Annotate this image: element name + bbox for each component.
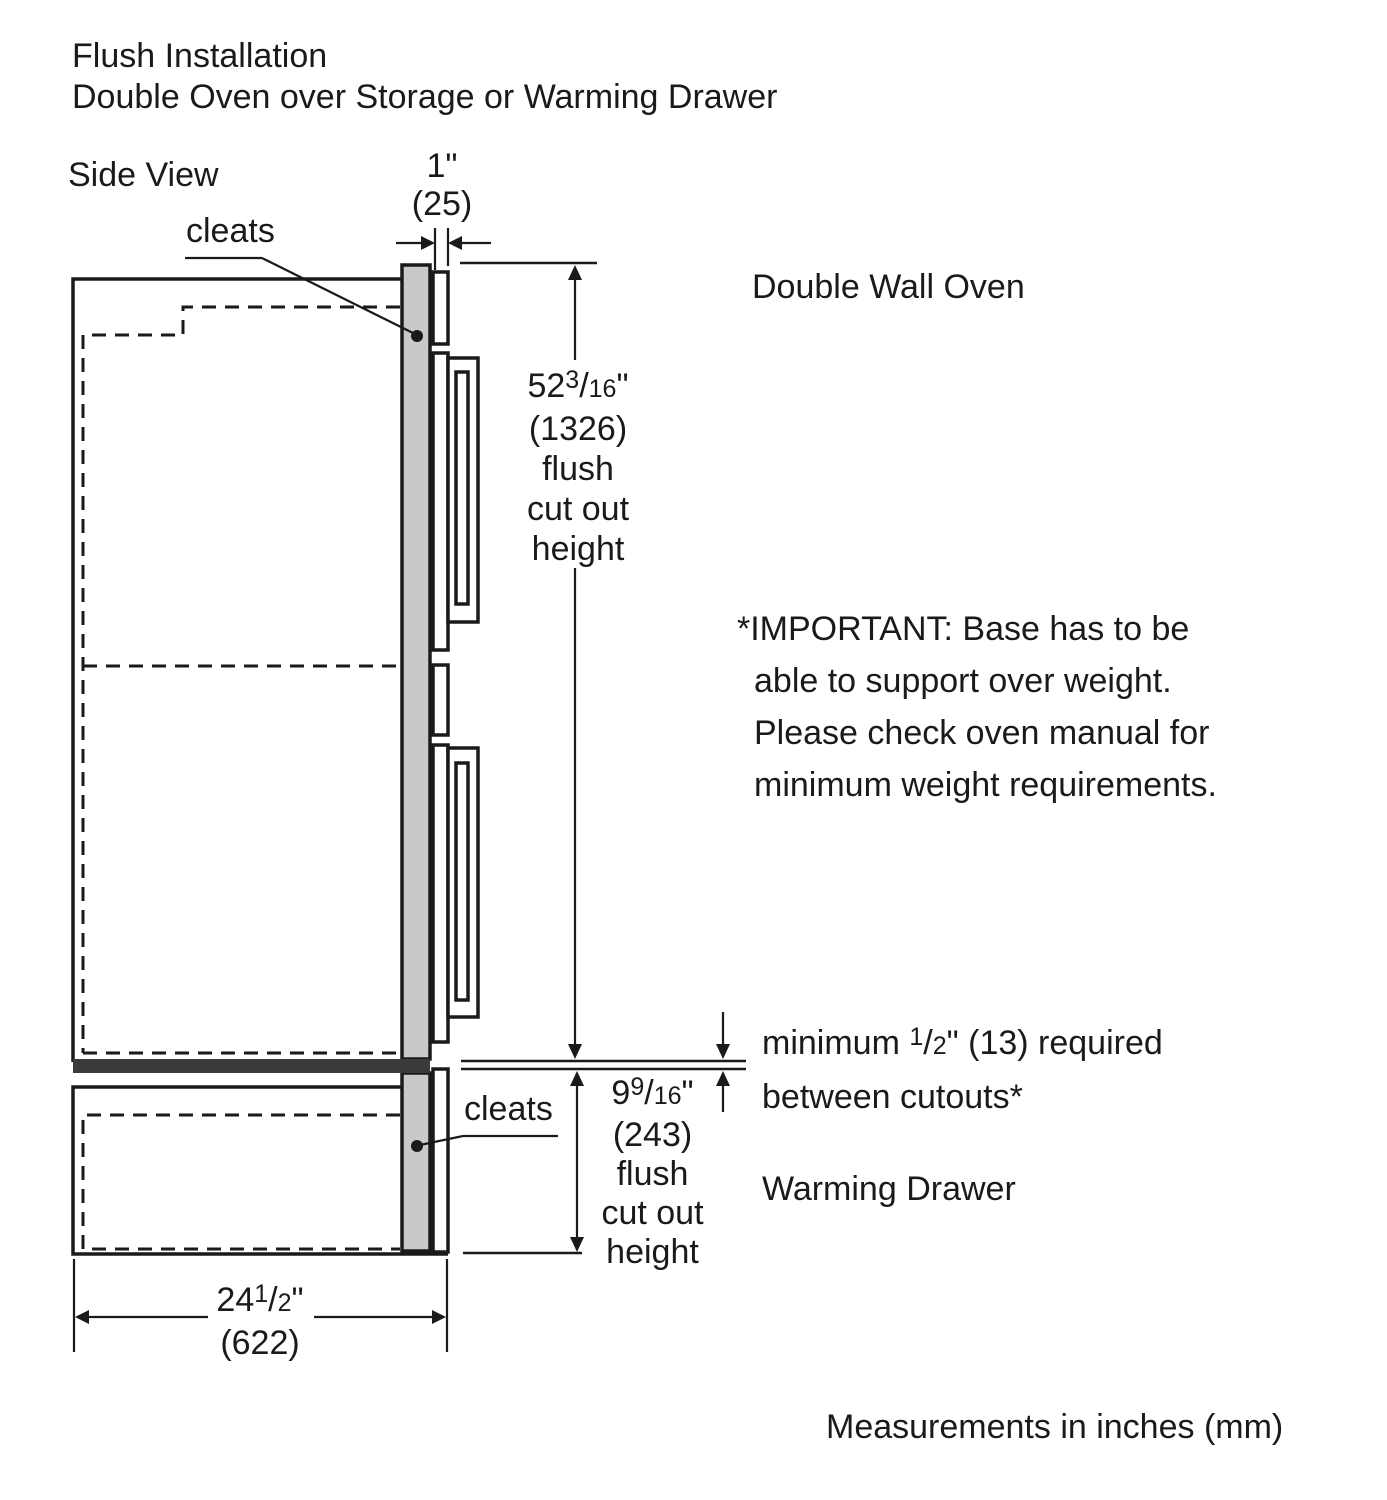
double-wall-oven-label: Double Wall Oven	[752, 268, 1025, 306]
divider-bar	[73, 1059, 430, 1073]
lower-cutout-mm: (243)	[612, 1116, 693, 1154]
upper-oven-door-inner	[456, 372, 468, 604]
side-view-label: Side View	[68, 156, 219, 194]
cleat-strip-lower	[402, 1073, 430, 1251]
drawer-cabinet-outline	[73, 1087, 448, 1254]
bottom-width-inches: $24^1/2$"	[216, 1280, 304, 1319]
top-thickness-dimension	[402, 147, 482, 223]
important-note	[737, 603, 1217, 811]
cleats-top-label: cleats	[186, 212, 275, 250]
important-note-line4: minimum weight requirements.	[754, 766, 1217, 804]
upper-cabinet-outline	[73, 279, 402, 1062]
measurements-note: Measurements in inches (mm)	[826, 1408, 1284, 1446]
top-dim-arrow-right-icon	[421, 236, 435, 250]
width-dim-arrow-left-icon	[75, 1310, 89, 1324]
bottom-width-mm: (622)	[220, 1324, 300, 1362]
cutout-gap-line2: between cutouts*	[762, 1078, 1023, 1116]
cleats-top-leader-dot-icon	[411, 330, 423, 342]
cutout-gap-note	[762, 1018, 1163, 1123]
important-note-line2: able to support over weight.	[754, 662, 1172, 700]
warming-drawer-label: Warming Drawer	[762, 1170, 1016, 1208]
important-note-line1: *IMPORTANT: Base has to be	[737, 610, 1190, 648]
upper-cutout-desc-1: flush	[542, 450, 614, 488]
oven-control-panel-trim	[433, 272, 448, 344]
warming-drawer-front-trim	[433, 1069, 448, 1252]
page-title-line2: Double Oven over Storage or Warming Drawer	[72, 78, 778, 116]
lower-oven-door-inner	[456, 763, 468, 1000]
lower-cutout-desc-2: cut out	[601, 1194, 704, 1232]
page-title-line1: Flush Installation	[72, 37, 328, 75]
upper-cutout-inches: $52^3/16$"	[527, 366, 629, 405]
upper-cutout-arrow-up-icon	[568, 265, 582, 280]
important-note-line3: Please check oven manual for	[754, 714, 1210, 752]
cutout-gap-line1: minimum $^1$/2" (13) required	[762, 1023, 1163, 1062]
lower-oven-front-trim	[433, 745, 448, 1042]
cleats-bottom-leader-dot-icon	[411, 1140, 423, 1152]
upper-cutout-arrow-down-icon	[568, 1044, 582, 1059]
width-dim-arrow-right-icon	[432, 1310, 446, 1324]
upper-cutout-desc-3: height	[531, 530, 625, 568]
drawer-cutout-dashed	[83, 1115, 400, 1249]
lower-cutout-desc-3: height	[606, 1233, 699, 1271]
upper-cutout-dashed-outline	[83, 307, 400, 1053]
gap-arrow-down-icon	[716, 1044, 730, 1059]
cleats-bottom-label: cleats	[464, 1090, 553, 1128]
top-thickness-mm: (25)	[411, 185, 473, 223]
top-dim-arrow-left-icon	[448, 236, 462, 250]
cleats-top-leader-line	[262, 258, 415, 334]
upper-cutout-mm: (1326)	[528, 410, 628, 448]
lower-cutout-inches: $9^9/16$"	[611, 1073, 694, 1112]
lower-cutout-dimension	[580, 1074, 725, 1272]
top-thickness-inches: 1"	[426, 147, 458, 185]
lower-cutout-desc-1: flush	[616, 1155, 689, 1193]
upper-cutout-dimension	[498, 366, 658, 569]
upper-cutout-desc-2: cut out	[526, 490, 630, 528]
page-title	[72, 36, 777, 118]
cleat-strip-upper	[402, 265, 430, 1059]
bottom-width-dimension	[185, 1280, 335, 1363]
middle-oven-trim	[433, 665, 448, 735]
upper-oven-front-trim	[433, 353, 448, 650]
